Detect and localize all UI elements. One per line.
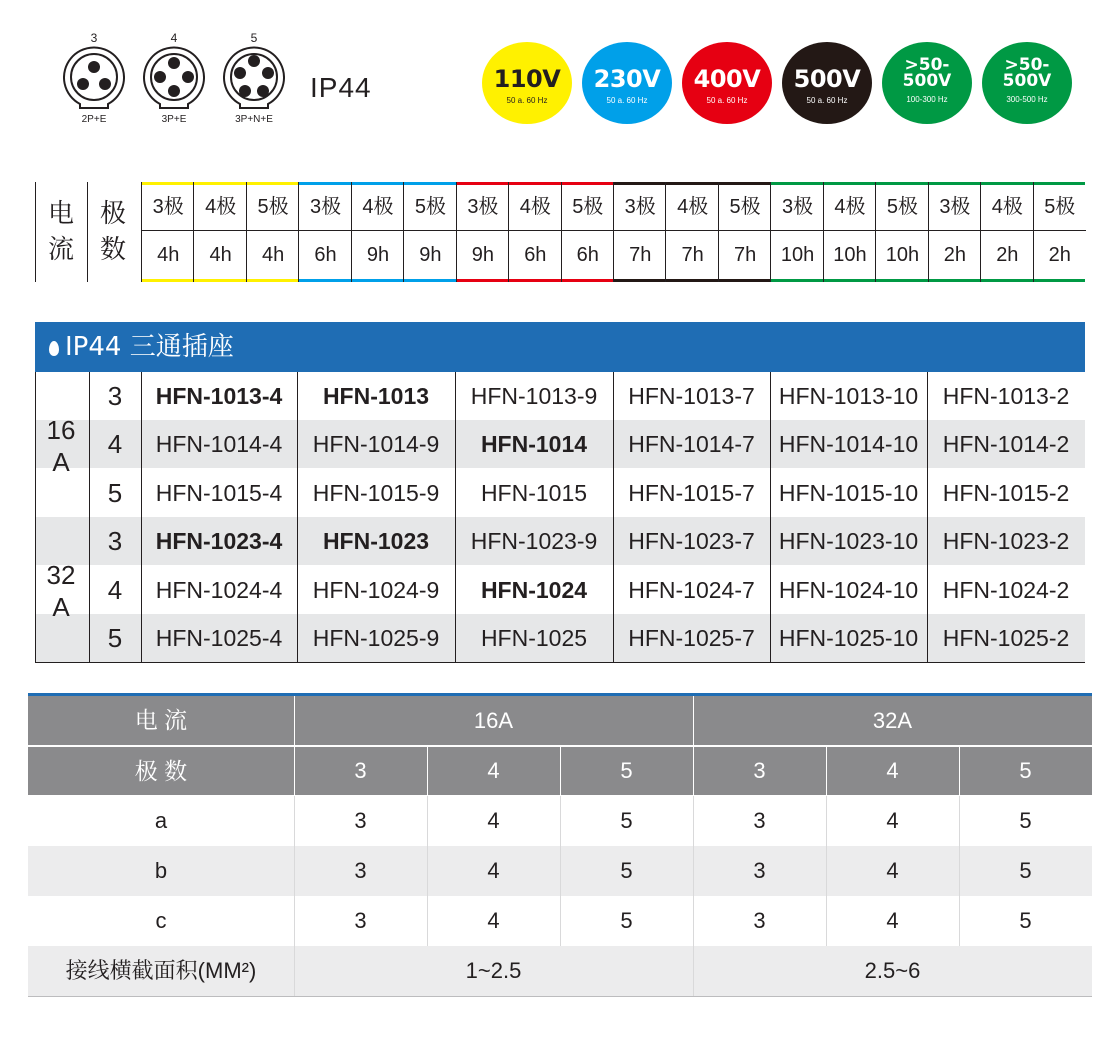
cross-area-value: 2.5~6 bbox=[693, 946, 1092, 996]
model-table-header bbox=[35, 322, 1085, 372]
model-code-cell: HFN-1023-7 bbox=[628, 528, 755, 554]
pole-hour-column bbox=[508, 182, 561, 282]
socket-config-label: 3P+E bbox=[161, 114, 187, 125]
model-code-cell: HFN-1015-10 bbox=[778, 480, 919, 506]
cross-pole-value: 3 bbox=[693, 747, 826, 795]
pole-hour-column bbox=[928, 182, 981, 282]
hour-position-label: 9h bbox=[366, 244, 390, 266]
pole-hour-column bbox=[770, 182, 823, 282]
cross-row-value: 4 bbox=[886, 908, 899, 933]
model-pole-count: 5 bbox=[107, 623, 123, 653]
cross-area-value: 1~2.5 bbox=[294, 946, 693, 996]
cross-table-body bbox=[28, 696, 1092, 999]
cross-row-value: 3 bbox=[693, 846, 826, 896]
cross-column-divider bbox=[693, 747, 694, 795]
column-divider bbox=[876, 230, 928, 231]
cross-column-divider bbox=[427, 796, 428, 946]
cross-section-table bbox=[28, 693, 1092, 999]
column-divider bbox=[299, 230, 351, 231]
hour-position-label: 10h bbox=[885, 244, 920, 266]
pole-hour-group bbox=[456, 182, 613, 282]
cross-column-divider bbox=[560, 747, 561, 795]
model-pole-count: 4 bbox=[107, 575, 123, 605]
hour-position-label: 4h bbox=[261, 244, 285, 266]
cross-column-divider bbox=[294, 696, 295, 795]
table-bottom-border bbox=[35, 662, 1085, 663]
pole-hour-column bbox=[351, 182, 404, 282]
pole-count-label: 5极 bbox=[414, 196, 446, 218]
cross-column-divider bbox=[693, 946, 694, 996]
cross-row-value: 4 bbox=[487, 808, 500, 833]
pole-hour-column bbox=[875, 182, 928, 282]
model-code-cell: HFN-1013-4 bbox=[155, 383, 283, 409]
hour-position-label: 2h bbox=[1048, 244, 1071, 266]
model-code-cell: HFN-1024-2 bbox=[942, 577, 1070, 603]
column-divider bbox=[824, 230, 876, 231]
pole-hour-column bbox=[141, 182, 194, 282]
model-code-cell: HFN-1013 bbox=[322, 383, 430, 409]
model-code-cell: HFN-1013-9 bbox=[470, 383, 598, 409]
model-current-text: 32 bbox=[46, 560, 76, 590]
hour-position-label: 2h bbox=[996, 244, 1019, 266]
column-divider bbox=[666, 230, 718, 231]
badge-voltage-bottom: 500V bbox=[902, 71, 952, 91]
model-table-body bbox=[35, 372, 1085, 662]
column-divider bbox=[719, 230, 771, 231]
pole-hour-column bbox=[298, 182, 351, 282]
cross-column-divider bbox=[693, 696, 694, 745]
model-code-cell: HFN-1014-7 bbox=[628, 431, 755, 457]
cross-current-value: 32A bbox=[693, 696, 1092, 745]
cross-row-value: 5 bbox=[1019, 908, 1032, 933]
pole-hour-column bbox=[193, 182, 246, 282]
model-code-cell: HFN-1023 bbox=[322, 528, 430, 554]
column-divider bbox=[1034, 230, 1086, 231]
badge-frequency: 100-300 Hz bbox=[906, 95, 948, 104]
cross-pole-value: 4 bbox=[826, 747, 959, 795]
column-divider bbox=[194, 230, 246, 231]
cross-area-label: 接线横截面积(MM²) bbox=[28, 946, 294, 996]
socket-config-label: 3P+N+E bbox=[235, 114, 273, 125]
cross-row-value: 4 bbox=[886, 808, 899, 833]
pole-hour-column bbox=[980, 182, 1033, 282]
model-code-cell: HFN-1025-2 bbox=[942, 625, 1070, 651]
model-code-cell: HFN-1023-2 bbox=[942, 528, 1070, 554]
table-column-divider bbox=[927, 372, 928, 662]
model-code-cell: HFN-1015-4 bbox=[155, 480, 283, 506]
model-code-cell: HFN-1015-9 bbox=[312, 480, 440, 506]
socket-pin-count: 5 bbox=[250, 31, 258, 45]
model-code-cell: HFN-1024-10 bbox=[778, 577, 919, 603]
cross-column-divider bbox=[693, 796, 694, 946]
model-code-cell: HFN-1013-10 bbox=[778, 383, 919, 409]
pole-count-label: 5极 bbox=[886, 196, 918, 218]
model-code-cell: HFN-1023-4 bbox=[155, 528, 283, 554]
table-column-divider bbox=[770, 372, 771, 662]
pole-count-label: 5极 bbox=[257, 196, 289, 218]
pole-hour-column bbox=[561, 182, 614, 282]
cross-row-label: b bbox=[28, 846, 294, 896]
pole-hour-column bbox=[613, 182, 666, 282]
cross-row-value: 5 bbox=[620, 908, 633, 933]
cross-current-label: 电 流 bbox=[28, 696, 294, 745]
table-left-border bbox=[35, 372, 36, 662]
model-pole-count: 4 bbox=[107, 429, 123, 459]
table-column-divider bbox=[89, 372, 90, 662]
pole-count-label: 5极 bbox=[729, 196, 761, 218]
cross-row-value: 3 bbox=[294, 846, 427, 896]
model-current-text: A bbox=[52, 447, 70, 477]
cross-row-label: a bbox=[154, 808, 168, 833]
model-code-cell: HFN-1014-2 bbox=[942, 431, 1070, 457]
cross-column-divider bbox=[959, 796, 960, 946]
hour-position-label: 2h bbox=[943, 244, 966, 266]
column-divider bbox=[352, 230, 404, 231]
voltage-badge bbox=[882, 42, 972, 124]
pole-count-label: 3极 bbox=[152, 196, 184, 218]
pole-count-label: 3极 bbox=[467, 196, 499, 218]
badge-voltage: 110V bbox=[493, 65, 561, 93]
badge-voltage-bottom: 500V bbox=[1002, 71, 1052, 91]
pole-count-label: 4极 bbox=[677, 196, 709, 218]
current-header-cell bbox=[35, 182, 88, 282]
model-code-cell: HFN-1025-7 bbox=[628, 625, 755, 651]
pole-hour-column bbox=[246, 182, 299, 282]
column-divider bbox=[562, 230, 614, 231]
model-code-cell: HFN-1015-2 bbox=[942, 480, 1070, 506]
model-code-cell: HFN-1013-7 bbox=[628, 383, 755, 409]
cross-row-value: 4 bbox=[826, 846, 959, 896]
model-current-text: 16 bbox=[46, 415, 76, 445]
cross-row-value: 4 bbox=[487, 908, 500, 933]
pole-count-label: 3极 bbox=[781, 196, 814, 218]
badge-frequency: 50 a. 60 Hz bbox=[606, 96, 648, 105]
cross-row-value: 3 bbox=[753, 808, 766, 833]
model-pole-count: 3 bbox=[107, 526, 123, 556]
socket-face-icon bbox=[63, 46, 125, 112]
model-code-cell: HFN-1024-7 bbox=[628, 577, 755, 603]
hour-position-label: 4h bbox=[157, 244, 180, 266]
cross-column-divider bbox=[560, 796, 561, 946]
cross-column-divider bbox=[826, 747, 827, 795]
voltage-badge bbox=[682, 42, 772, 124]
pole-hour-group bbox=[613, 182, 770, 282]
ip-rating-title: IP44 bbox=[310, 72, 372, 103]
model-pole-count: 3 bbox=[107, 381, 123, 411]
table-column-divider bbox=[613, 372, 614, 662]
model-code-cell: HFN-1014-10 bbox=[778, 431, 919, 457]
pole-hour-groups bbox=[141, 182, 1085, 282]
column-divider bbox=[614, 230, 666, 231]
pole-hour-group bbox=[928, 182, 1085, 282]
badge-frequency: 50 a. 60 Hz bbox=[806, 96, 848, 105]
table-column-divider bbox=[297, 372, 298, 662]
pole-count-label: 4极 bbox=[205, 196, 237, 218]
model-code-cell: HFN-1014-4 bbox=[155, 431, 283, 457]
poles-label-2: 数 bbox=[100, 234, 127, 264]
pole-count-label: 4极 bbox=[362, 196, 394, 218]
cross-row-value: 5 bbox=[560, 846, 693, 896]
voltage-badge bbox=[482, 42, 572, 124]
voltage-badge bbox=[582, 42, 672, 124]
cross-column-divider bbox=[427, 747, 428, 795]
model-code-cell: HFN-1024 bbox=[480, 577, 588, 603]
model-code-cell: HFN-1013-2 bbox=[942, 383, 1070, 409]
model-code-cell: HFN-1024-4 bbox=[155, 577, 283, 603]
table-column-divider bbox=[141, 372, 142, 662]
hour-position-label: 6h bbox=[576, 244, 599, 266]
hour-position-label: 10h bbox=[780, 244, 815, 266]
column-divider bbox=[404, 230, 456, 231]
model-code-cell: HFN-1014 bbox=[480, 431, 588, 457]
model-code-cell: HFN-1014-9 bbox=[312, 431, 440, 457]
socket-5-pin bbox=[218, 30, 290, 125]
model-current-label bbox=[35, 559, 87, 623]
cross-row-value: 4 bbox=[427, 846, 560, 896]
cross-column-divider bbox=[294, 796, 295, 996]
column-divider bbox=[142, 230, 194, 231]
hour-position-label: 7h bbox=[629, 244, 652, 266]
pole-count-label: 4极 bbox=[834, 196, 866, 218]
pole-count-label: 3极 bbox=[939, 196, 971, 218]
pole-hour-column bbox=[456, 182, 509, 282]
column-divider bbox=[929, 230, 981, 231]
socket-pin-count: 3 bbox=[90, 31, 98, 45]
model-current-text: A bbox=[52, 592, 70, 622]
cross-current-value: 16A bbox=[294, 696, 693, 745]
hour-position-label: 7h bbox=[733, 244, 757, 266]
column-divider bbox=[771, 230, 823, 231]
badge-voltage: 230V bbox=[593, 65, 661, 93]
model-code-cell: HFN-1025-10 bbox=[778, 625, 919, 651]
socket-face-icon bbox=[223, 46, 285, 112]
model-code-cell: HFN-1025-9 bbox=[312, 625, 440, 651]
pole-hour-column bbox=[823, 182, 876, 282]
hour-position-label: 9h bbox=[471, 244, 494, 266]
current-label-2: 流 bbox=[48, 234, 75, 264]
pole-hour-column bbox=[1033, 182, 1086, 282]
socket-3-pin bbox=[58, 30, 130, 125]
socket-4-pin bbox=[138, 30, 210, 125]
cross-row-value: 3 bbox=[354, 808, 367, 833]
model-table-title: IP44 三通插座 bbox=[65, 332, 234, 362]
model-code-cell: HFN-1023-10 bbox=[778, 528, 919, 554]
pole-hour-group bbox=[141, 182, 298, 282]
hour-position-label: 10h bbox=[833, 244, 867, 266]
pole-hour-group bbox=[298, 182, 455, 282]
cross-pole-value: 3 bbox=[294, 747, 427, 795]
cross-row-value: 5 bbox=[1019, 808, 1032, 833]
cross-row-value: 5 bbox=[959, 846, 1092, 896]
model-current-label bbox=[35, 414, 87, 478]
pole-count-label: 5极 bbox=[1044, 196, 1076, 218]
badge-frequency: 300-500 Hz bbox=[1006, 95, 1048, 104]
socket-config-label: 2P+E bbox=[81, 114, 107, 125]
pole-count-label: 5极 bbox=[572, 196, 604, 218]
model-pole-count: 5 bbox=[107, 478, 123, 508]
pole-hour-column bbox=[403, 182, 456, 282]
cross-pole-value: 5 bbox=[560, 747, 693, 795]
poles-header-cell bbox=[87, 182, 142, 282]
socket-pin-count: 4 bbox=[170, 31, 178, 45]
cross-row-value: 3 bbox=[753, 908, 766, 933]
hour-position-label: 9h bbox=[419, 244, 442, 266]
badge-frequency: 50 a. 60 Hz bbox=[706, 96, 748, 105]
current-label-1: 电 bbox=[48, 198, 75, 228]
cross-column-divider bbox=[826, 796, 827, 946]
cross-row-value: 5 bbox=[620, 808, 633, 833]
model-code-cell: HFN-1015-7 bbox=[628, 480, 755, 506]
badge-voltage: 500V bbox=[793, 65, 861, 93]
cross-column-divider bbox=[959, 747, 960, 795]
table-column-divider bbox=[455, 372, 456, 662]
cross-poles-label: 极 数 bbox=[28, 747, 294, 795]
hour-position-label: 7h bbox=[681, 244, 704, 266]
pole-hour-column bbox=[665, 182, 718, 282]
voltage-badge bbox=[982, 42, 1072, 124]
pole-hour-table bbox=[35, 182, 1085, 282]
model-code-cell: HFN-1015 bbox=[480, 480, 588, 506]
badge-voltage-top: >50- bbox=[904, 55, 950, 75]
pole-hour-group bbox=[770, 182, 927, 282]
column-divider bbox=[981, 230, 1033, 231]
pole-count-label: 4极 bbox=[991, 196, 1023, 218]
column-divider bbox=[247, 230, 299, 231]
badge-voltage-top: >50- bbox=[1004, 55, 1050, 75]
cross-row-label: c bbox=[155, 908, 167, 933]
cross-row-value: 3 bbox=[354, 908, 367, 933]
hour-position-label: 6h bbox=[314, 244, 337, 266]
hour-position-label: 6h bbox=[524, 244, 547, 266]
column-divider bbox=[457, 230, 509, 231]
model-code-cell: HFN-1025 bbox=[480, 625, 588, 651]
water-drop-icon bbox=[49, 341, 59, 356]
model-code-cell: HFN-1024-9 bbox=[312, 577, 440, 603]
model-code-cell: HFN-1025-4 bbox=[155, 625, 283, 651]
poles-label-1: 极 bbox=[100, 198, 127, 228]
pole-count-label: 3极 bbox=[309, 196, 342, 218]
pole-hour-column bbox=[718, 182, 771, 282]
pole-count-label: 3极 bbox=[624, 196, 656, 218]
badge-frequency: 50 a. 60 Hz bbox=[506, 96, 548, 105]
cross-table-bottom-border bbox=[28, 996, 1092, 997]
cross-pole-value: 5 bbox=[959, 747, 1092, 795]
voltage-badge bbox=[782, 42, 872, 124]
pole-count-label: 4极 bbox=[519, 196, 551, 218]
hour-position-label: 4h bbox=[209, 244, 232, 266]
model-code-cell: HFN-1023-9 bbox=[470, 528, 598, 554]
socket-face-icon bbox=[143, 46, 205, 112]
badge-voltage: 400V bbox=[693, 65, 761, 93]
cross-pole-value: 4 bbox=[427, 747, 560, 795]
ip44-model-table bbox=[35, 322, 1085, 662]
column-divider bbox=[509, 230, 561, 231]
